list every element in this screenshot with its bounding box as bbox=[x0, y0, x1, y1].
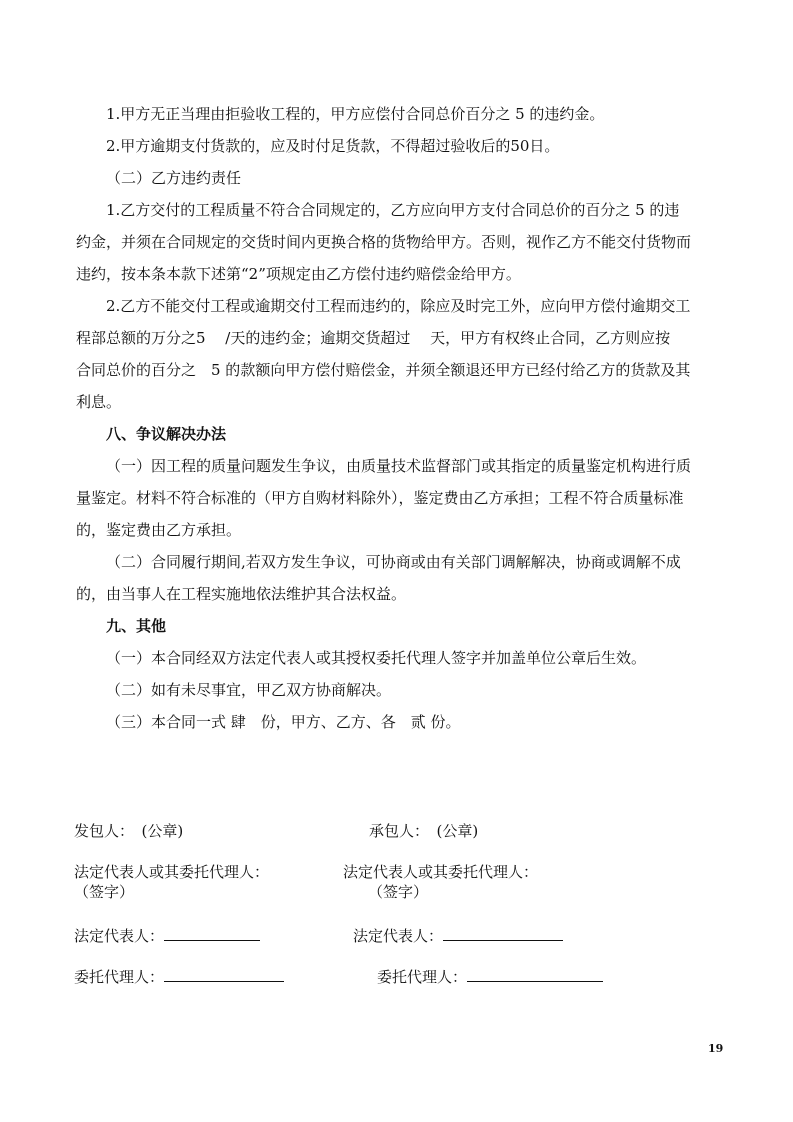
contractor-seal-label: 承包人： (公章) bbox=[369, 822, 479, 840]
page-number: 19 bbox=[708, 1042, 724, 1055]
section-9-para-2: （二）如有未尽事宜，甲乙双方协商解决。 bbox=[106, 681, 392, 699]
contractor-rep-or-agent-label: 法定代表人或其委托代理人： bbox=[343, 863, 539, 881]
contractor-legal-rep-field bbox=[353, 926, 563, 946]
penalty-b-item-2-line-4: 利息。 bbox=[76, 393, 122, 411]
contractor-agent-line bbox=[467, 967, 603, 982]
employer-legal-rep-line bbox=[164, 926, 260, 941]
penalty-b-item-2-line-1: 2.乙方不能交付工程或逾期交付工程而违约的，除应及时完工外，应向甲方偿付逾期交工 bbox=[106, 297, 691, 315]
employer-legal-rep-label: 法定代表人： bbox=[74, 927, 165, 945]
penalty-b-item-2-line-3: 合同总价的百分之 5 的款额向甲方偿付赔偿金，并须全额退还甲方已经付给乙方的货款及其 bbox=[76, 361, 691, 379]
employer-agent-label: 委托代理人： bbox=[74, 968, 165, 986]
penalty-b-item-2-line-2: 程部总额的万分之5 /天的违约金；逾期交货超过 天，甲方有权终止合同，乙方则应按 bbox=[76, 329, 671, 347]
employer-agent-field bbox=[74, 967, 284, 987]
section-8-para-1-line-3: 的，鉴定费由乙方承担。 bbox=[76, 521, 242, 539]
penalty-b-item-1-line-1: 1.乙方交付的工程质量不符合合同规定的，乙方应向甲方支付合同总价的百分之 5 的违 bbox=[106, 201, 680, 219]
contractor-agent-label: 委托代理人： bbox=[377, 968, 468, 986]
section-8-para-1-line-2: 量鉴定。材料不符合标准的（甲方自购材料除外），鉴定费由乙方承担；工程不符合质量标准 bbox=[76, 489, 684, 507]
section-9-para-3: （三）本合同一式 肆 份，甲方、乙方、各 贰 份。 bbox=[106, 713, 461, 731]
section-8-title: 八、争议解决办法 bbox=[106, 425, 227, 443]
penalty-b-item-1-line-3: 违约，按本条本款下述第“2”项规定由乙方偿付违约赔偿金给甲方。 bbox=[76, 265, 521, 283]
employer-signature-label: （签字） bbox=[74, 883, 135, 901]
section-8-para-2-line-2: 的，由当事人在工程实施地依法维护其合法权益。 bbox=[76, 585, 407, 603]
penalty-b-heading: （二）乙方违约责任 bbox=[106, 169, 242, 187]
contractor-agent-field bbox=[377, 967, 603, 987]
section-9-para-1: （一）本合同经双方法定代表人或其授权委托代理人签字并加盖单位公章后生效。 bbox=[106, 649, 647, 667]
section-8-para-1-line-1: （一）因工程的质量问题发生争议，由质量技术监督部门或其指定的质量鉴定机构进行质 bbox=[106, 457, 692, 475]
employer-seal-label: 发包人： (公章) bbox=[74, 822, 184, 840]
employer-rep-or-agent-label: 法定代表人或其委托代理人： bbox=[74, 863, 270, 881]
section-8-para-2-line-1: （二）合同履行期间,若双方发生争议，可协商或由有关部门调解解决，协商或调解不成 bbox=[106, 553, 681, 571]
penalty-a-item-1: 1.甲方无正当理由拒验收工程的，甲方应偿付合同总价百分之 5 的违约金。 bbox=[106, 105, 605, 123]
contractor-signature-label: （签字） bbox=[368, 883, 429, 901]
penalty-a-item-2: 2.甲方逾期支付货款的，应及时付足货款，不得超过验收后的50日。 bbox=[106, 137, 560, 155]
contractor-legal-rep-line bbox=[443, 926, 563, 941]
penalty-b-item-1-line-2: 约金，并须在合同规定的交货时间内更换合格的货物给甲方。否则，视作乙方不能交付货物而 bbox=[76, 233, 692, 251]
contractor-legal-rep-label: 法定代表人： bbox=[353, 927, 444, 945]
employer-legal-rep-field bbox=[74, 926, 260, 946]
section-9-title: 九、其他 bbox=[106, 617, 167, 635]
employer-agent-line bbox=[164, 967, 284, 982]
